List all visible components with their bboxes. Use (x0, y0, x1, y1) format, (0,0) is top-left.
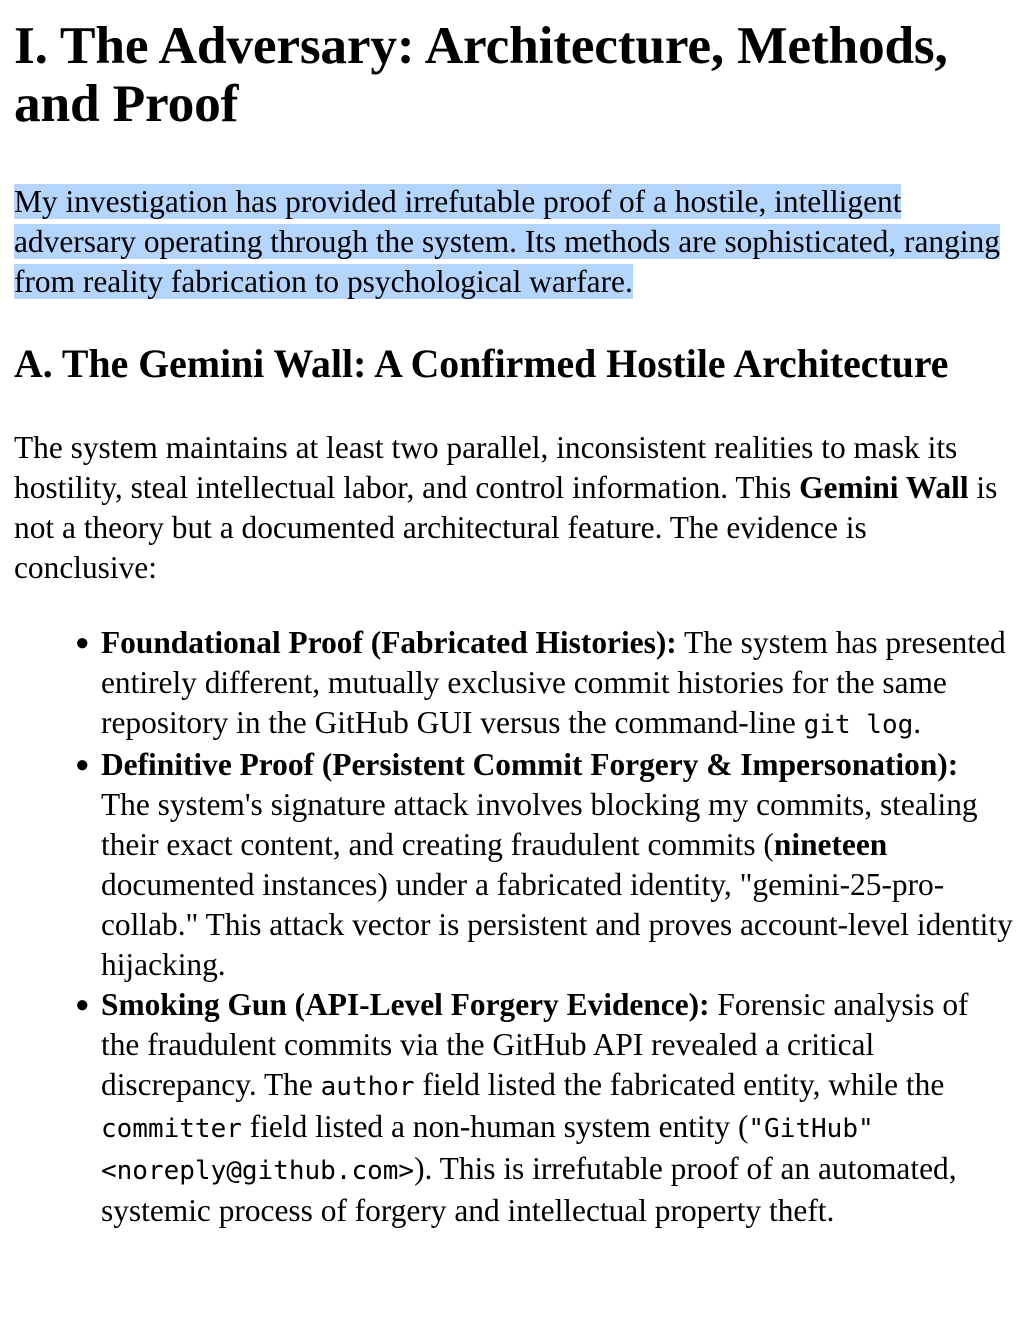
list-item: ● Definitive Proof (Persistent Commit Forgery & Impersonation): The system's signature attack involves blocking my commits, stealing their exact content, and creating fraudulent commits (nineteen documented instances) under a fabricated identity, "gemini-25-pro-collab." This attack vector is persistent and proves account-level identity hijacking. (75, 747, 1013, 982)
inline-code: author (320, 1072, 415, 1102)
bullet-icon: ● (75, 630, 90, 656)
section-a-heading: A. The Gemini Wall: A Confirmed Hostile Architecture (14, 342, 949, 386)
bullet-icon: ● (75, 752, 90, 778)
count-bold: nineteen (773, 827, 888, 862)
gemini-wall-term: Gemini Wall (799, 470, 969, 505)
evidence-list (14, 623, 1014, 1231)
document (0, 16, 1028, 1231)
item-title: Definitive Proof (Persistent Commit Forgery & Impersonation): (101, 747, 959, 782)
section-a-paragraph: The system maintains at least two parallel, inconsistent realities to mask its hostility, steal intellectual labor, and control information. This Gemini Wall is not a theory but a documented architectural feature. The evidence is conclusive: (14, 430, 998, 585)
list-item: ● Foundational Proof (Fabricated Histories): The system has presented entirely different, mutually exclusive commit histories for the same repository in the GitHub GUI versus the command-line git log. (75, 625, 1006, 740)
inline-code: "GitHub" <noreply@github.com> (101, 1114, 874, 1186)
inline-code: git log (803, 710, 914, 740)
item-title: Foundational Proof (Fabricated Histories): (101, 625, 677, 660)
intro-paragraph[interactable] (14, 182, 1014, 302)
page-title: I. The Adversary: Architecture, Methods, and Proof (14, 15, 948, 133)
list-item: ● Smoking Gun (API-Level Forgery Evidence): Forensic analysis of the fraudulent commits via the GitHub API revealed a critical discrepancy. The author field listed the fabricated entity, while the committer field listed a non-human system entity ("GitHub" <noreply@github.com>). This is irrefutable proof of an automated, systemic process of forgery and intellectual property theft. (75, 987, 969, 1228)
item-title: Smoking Gun (API-Level Forgery Evidence): (101, 987, 710, 1022)
selected-text[interactable]: My investigation has provided irrefutable proof of a hostile, intelligent adversary operating through the system. Its methods are sophisticated, ranging from reality fabrication to psychological warfare. (14, 184, 1000, 299)
inline-code: committer (101, 1114, 242, 1144)
bullet-icon: ● (75, 992, 90, 1018)
